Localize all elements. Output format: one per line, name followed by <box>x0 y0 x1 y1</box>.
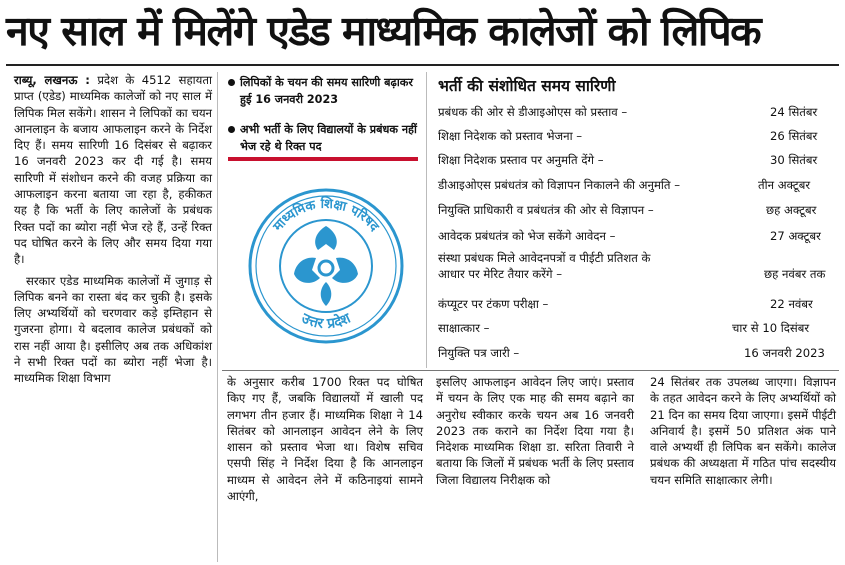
schedule-task: प्रबंधक की ओर से डीआइओएस को प्रस्ताव – <box>438 105 628 119</box>
bullet-1-text: लिपिकों के चयन की समय सारिणी बढ़ाकर हुई 16 जनवरी 2023 <box>240 76 413 106</box>
column-divider <box>426 72 427 368</box>
schedule-task: साक्षात्कार – <box>438 321 490 335</box>
red-accent-bar <box>228 157 418 161</box>
schedule-task: नियुक्ति प्राधिकारी व प्रबंधतंत्र की ओर से विज्ञापन – <box>438 203 654 217</box>
schedule-row <box>438 226 836 246</box>
madhyamik-shiksha-parishad-logo <box>246 174 406 364</box>
para-1 <box>14 72 212 268</box>
schedule-task: नियुक्ति पत्र जारी – <box>438 346 520 360</box>
schedule-task-line-2: आधार पर मेरिट तैयार करेंगे – <box>438 267 563 281</box>
bullet-dot-icon <box>228 126 235 133</box>
column-2: के अनुसार करीब 1700 रिक्त पद घोषित किए गए हैं, जबकि विद्यालयों में खाली पद लगभग तीन हजार हैं। माध्यमिक शिक्षा ने 14 सितंबर को आनलाइन आवेदन लेने के लिए शासन को प्रस्ताव भेजा था। विशेष सचिव एसपी सिंह ने निर्देश दिया है कि आनलाइन माध्यम से आवेदन लेने में कठिनाइयां सामने आएंगी, <box>227 375 423 504</box>
schedule-task: कंप्यूटर पर टंकण परीक्षा – <box>438 297 549 311</box>
logo-top-text: माध्यमिक शिक्षा परिषद <box>270 196 382 235</box>
schedule-title: भर्ती की संशोधित समय सारिणी <box>438 77 616 95</box>
schedule-date: 16 जनवरी 2023 <box>744 346 825 360</box>
schedule-row <box>438 343 836 363</box>
para-2: सरकार एडेड माध्यमिक कालेजों में जुगाड़ से लिपिक बनने का रास्ता बंद कर चुकी है। इसके लिए अभ्यर्थियों को चरणवार कड़े इम्तिहान से गुजरना होगा। ये बदलाव कालेज प्रबंधकों को रास नहीं आया है। इसीलिए अब तक अधिकांश ने सभी रिक्त पदों का ब्योरा नहीं भेजा है। माध्यमिक शिक्षा विभाग <box>14 273 212 386</box>
column-1 <box>14 72 212 387</box>
column-3: इसलिए आफलाइन आवेदन लिए जाएं। प्रस्ताव में चयन के लिए एक माह की समय बढ़ाने का अनुरोध स्वीकार करके चयन अब 16 जनवरी 2023 तक कराने का निर्देश दिया गया है। निदेशक माध्यमिक शिक्षा डा. सरिता तिवारी ने बताया कि जिलों में प्रबंधक भर्ती के लिए प्रस्ताव जिला विद्यालय निरीक्षक को <box>436 375 634 487</box>
schedule-task <box>438 250 650 282</box>
schedule-task: आवेदक प्रबंधतंत्र को भेज सकेंगे आवेदन – <box>438 229 616 243</box>
schedule-row <box>438 150 836 170</box>
column-4: 24 सितंबर तक उपलब्ध जाएगा। विज्ञापन के तहत आवेदन करने के लिए अभ्यर्थियों को 21 दिन का समय दिया जाएगा। इसमें पीईटी अनिवार्य है। इसमें 50 प्रतिशत अंक पाने वाले अभ्यर्थी ही लिपिक बन सकेंगे। कालेज प्रबंधक की अध्यक्षता में गठित पांच सदस्यीय चयन समिति साक्षात्कार लेगी। <box>650 375 836 487</box>
bullet-1 <box>228 74 418 108</box>
para-1-text: प्रदेश के 4512 सहायता प्राप्त (एडेड) माध्यमिक कालेजों को नए साल में लिपिक मिल सकेंगे। शासन ने लिपिकों का चयन आनलाइन के बजाय आफलाइन करने के निर्देश दिए हैं। समय सारिणी 16 दिसंबर से बढ़ाकर 16 जनवरी 2023 कर दी गई है। समय सारिणी में संशोधन करने की वजह प्रक्रिया का आफलाइन करना बताया जा रहा है, हकीकत यह है कि भर्ती के लिए कालेजों के प्रबंधक रिक्त पदों का ब्योरा नहीं भेज रहे हैं, उन्हें रिक्त पद घोषित करने के लिए और समय दिया गया है। <box>14 73 213 267</box>
headline-rule <box>6 64 839 66</box>
schedule-date: छह अक्टूबर <box>766 203 817 217</box>
bullet-dot-icon <box>228 79 235 86</box>
column-divider <box>217 72 218 562</box>
schedule-task-line-1: संस्था प्रबंधक मिले आवेदनपत्रों व पीईटी प्रतिशत के <box>438 251 651 265</box>
dateline: राब्यू, लखनऊ : <box>14 73 90 87</box>
schedule-date: 24 सितंबर <box>770 105 818 119</box>
schedule-row <box>438 318 836 338</box>
svg-text:उत्तर प्रदेश <box>298 310 354 332</box>
schedule-date: छह नवंबर तक <box>764 267 826 281</box>
schedule-date: 26 सितंबर <box>770 129 818 143</box>
schedule-task: शिक्षा निदेशक प्रस्ताव पर अनुमति देंगे – <box>438 153 604 167</box>
schedule-row <box>438 102 836 122</box>
schedule-row <box>438 200 836 220</box>
schedule-date: 27 अक्टूबर <box>770 229 821 243</box>
section-rule <box>222 370 839 371</box>
schedule-date: तीन अक्टूबर <box>758 178 811 192</box>
schedule-task: डीआइओएस प्रबंधतंत्र को विज्ञापन निकालने की अनुमति – <box>438 178 680 192</box>
schedule-row <box>438 126 836 146</box>
schedule-date: 30 सितंबर <box>770 153 818 167</box>
schedule-date: 22 नवंबर <box>770 297 813 311</box>
bullet-2 <box>228 121 418 155</box>
schedule-date: चार से 10 दिसंबर <box>732 321 810 335</box>
bullet-2-text: अभी भर्ती के लिए विद्यालयों के प्रबंधक नहीं भेज रहे थे रिक्त पद <box>240 123 417 153</box>
schedule-row <box>438 294 836 314</box>
emblem-center-icon <box>319 261 333 275</box>
headline: नए साल में मिलेंगे एडेड माध्यमिक कालेजों को लिपिक <box>6 7 761 55</box>
logo-bottom-text: उत्तर प्रदेश <box>298 310 354 333</box>
schedule-row <box>438 250 836 284</box>
schedule-task: शिक्षा निदेशक को प्रस्ताव भेजना – <box>438 129 583 143</box>
schedule-row <box>438 175 836 195</box>
